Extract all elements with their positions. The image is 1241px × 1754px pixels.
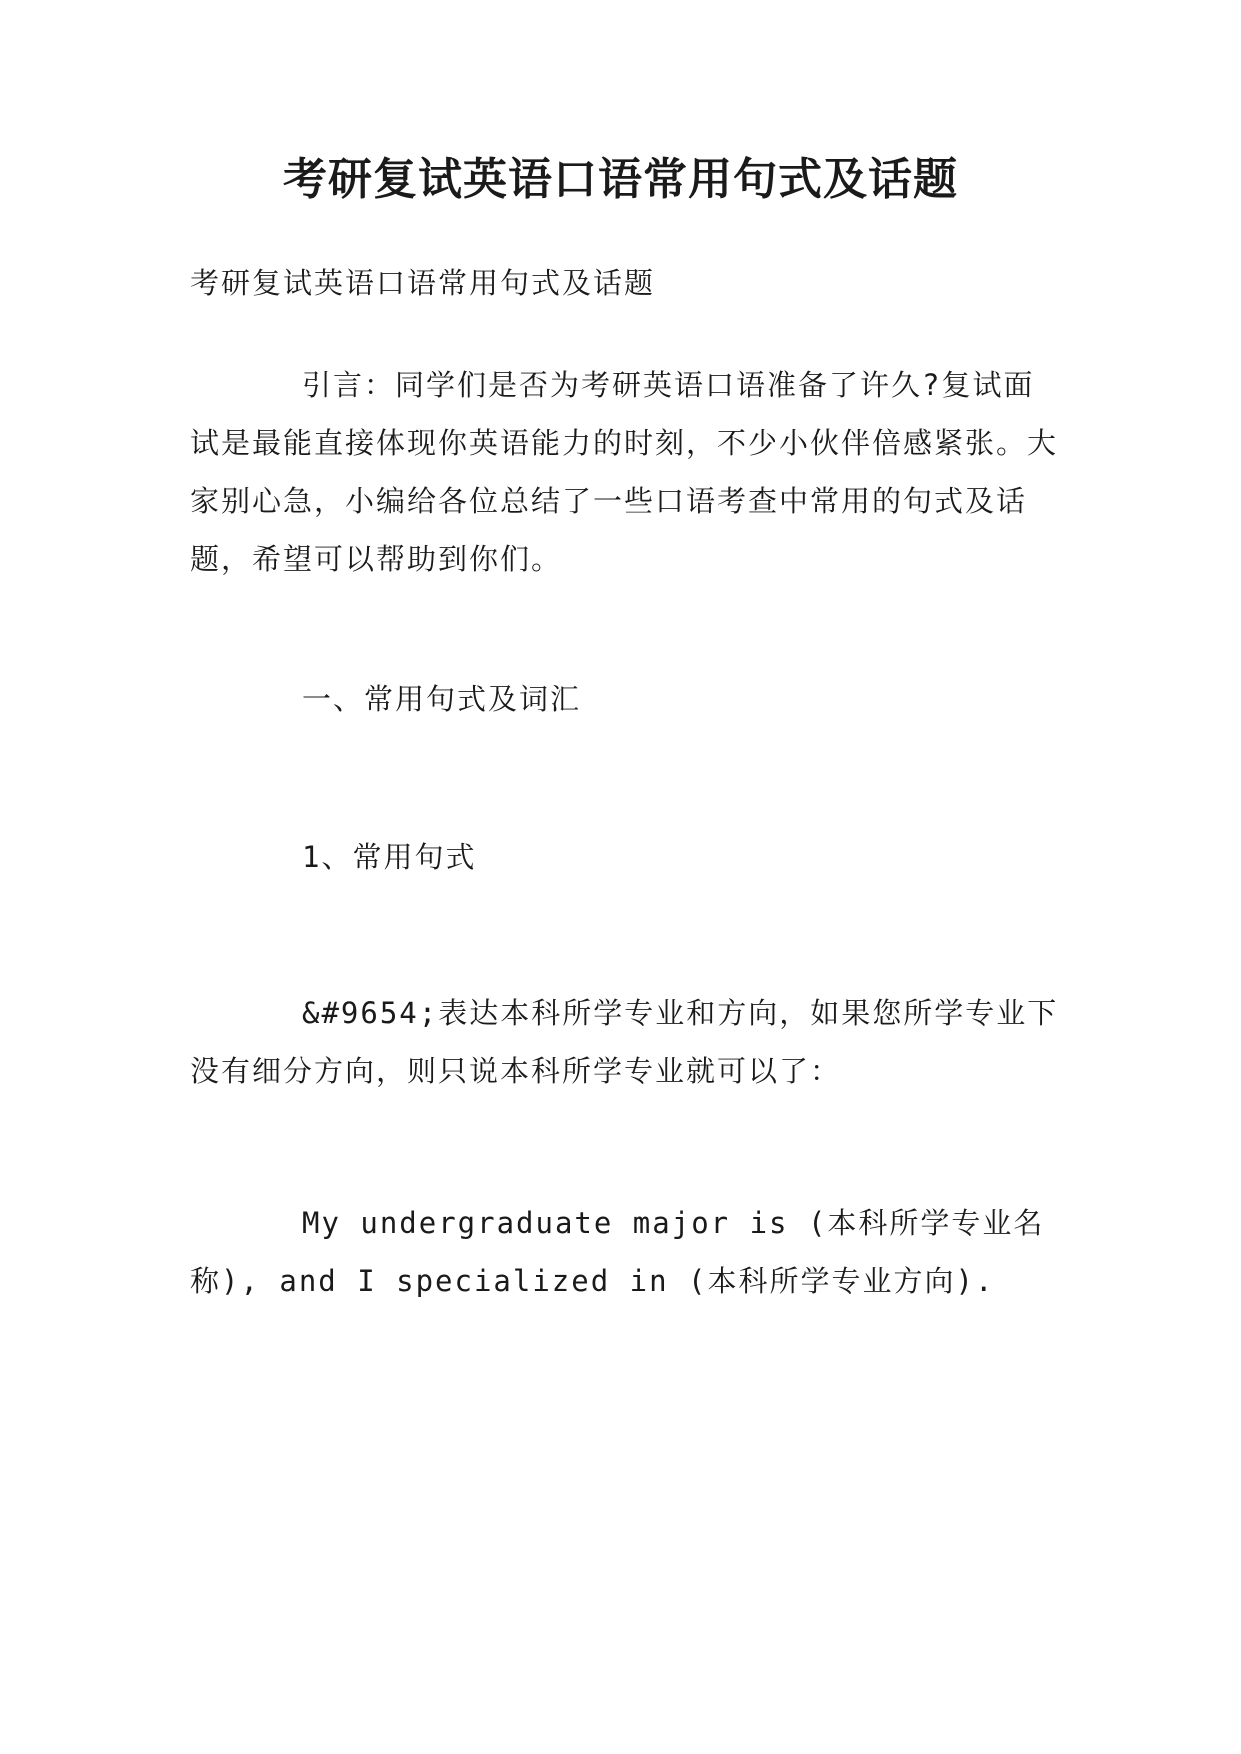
subsection-heading: 1、常用句式 <box>302 840 477 874</box>
document-title: 考研复试英语口语常用句式及话题 <box>283 154 958 205</box>
document-subtitle: 考研复试英语口语常用句式及话题 <box>190 266 656 300</box>
point-paragraph: &#9654;表达本科所学专业和方向，如果您所学专业下没有细分方向，则只说本科所学专业就可以了： <box>190 996 1059 1088</box>
section-heading: 一、常用句式及词汇 <box>302 682 582 716</box>
intro-paragraph: 引言：同学们是否为考研英语口语准备了许久?复试面试是最能直接体现你英语能力的时刻，不少小伙伴倍感紧张。大家别心急，小编给各位总结了一些口语考查中常用的句式及话题，希望可以帮助到你们。 <box>190 368 1059 576</box>
example-sentence: My undergraduate major is (本科所学专业名称), and I specialized in (本科所学专业方向). <box>190 1206 1045 1298</box>
